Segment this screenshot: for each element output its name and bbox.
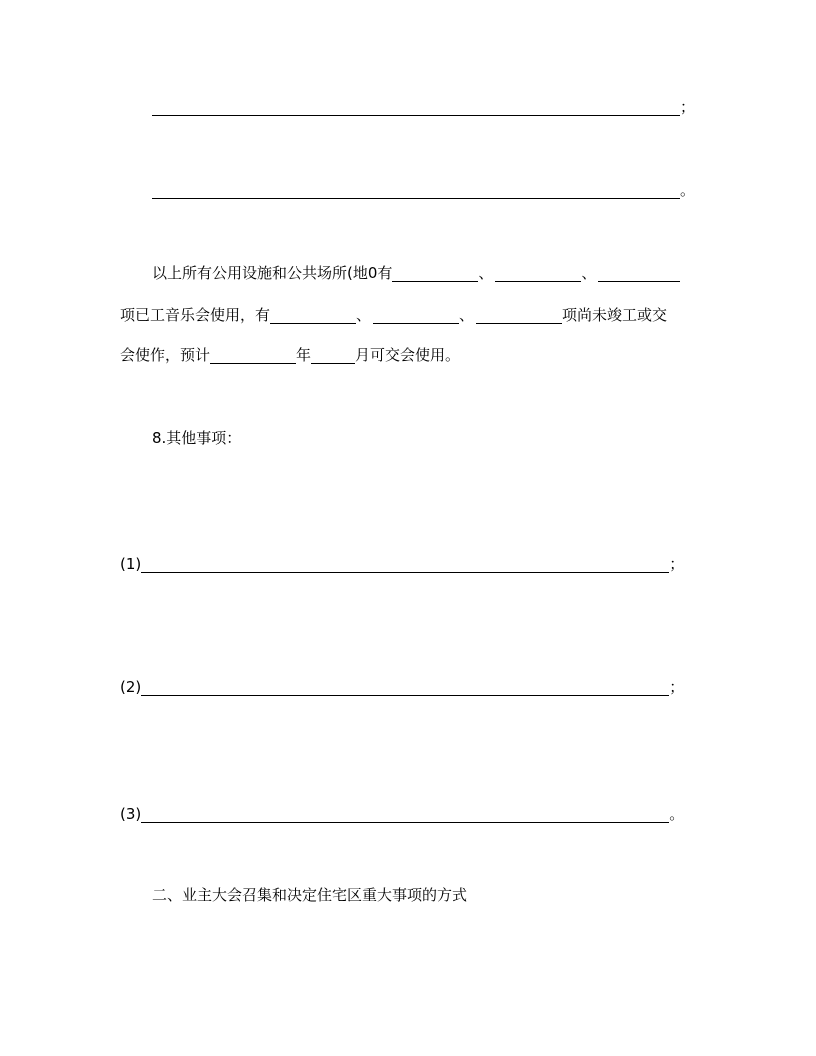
other-item-1 [120,555,684,573]
paragraph-text: 会使作，预计 [120,346,211,364]
blank-line-1 [152,98,695,116]
fill-in-blank[interactable] [392,266,478,282]
other-item-3 [120,805,684,823]
paragraph-text: 项已工音乐会使用，有 [120,306,271,324]
other-matters-heading [152,429,241,447]
heading-text: 二、业主大会召集和决定住宅区重大事项的方式 [152,886,468,904]
fill-in-blank[interactable] [598,266,680,282]
line-end-punct: 。 [669,805,685,823]
fill-in-blank[interactable] [141,680,669,696]
fill-in-blank[interactable] [476,308,562,324]
separator: 、 [478,264,494,282]
separator: 、 [459,306,475,324]
fill-in-blank[interactable] [152,183,680,199]
paragraph-line-2 [120,306,667,324]
paragraph-text: 月可交会使用。 [355,346,461,364]
fill-in-blank[interactable] [152,100,680,116]
item-label: (3) [120,805,142,823]
section-heading [152,886,467,904]
fill-in-blank-month[interactable] [311,348,355,364]
item-label: (2) [120,678,142,696]
separator: 、 [356,306,372,324]
year-label: 年 [296,346,312,364]
heading-text: 8.其他事项： [152,429,242,447]
fill-in-blank[interactable] [373,308,459,324]
fill-in-blank[interactable] [141,557,669,573]
paragraph-line-3 [120,346,460,364]
paragraph-text: 项尚未竣工或交 [562,306,668,324]
fill-in-blank[interactable] [495,266,581,282]
fill-in-blank-year[interactable] [210,348,296,364]
separator: 、 [581,264,597,282]
other-item-2 [120,678,684,696]
paragraph-line-1 [152,264,680,282]
paragraph-text: 以上所有公用设施和公共场所(地0有 [152,264,393,282]
line-end-punct: 。 [680,181,696,199]
blank-line-2 [152,181,695,199]
line-end-punct: ； [669,678,685,696]
fill-in-blank[interactable] [141,807,669,823]
line-end-punct: ； [669,555,685,573]
item-label: (1) [120,555,142,573]
fill-in-blank[interactable] [270,308,356,324]
line-end-punct: ； [680,98,696,116]
